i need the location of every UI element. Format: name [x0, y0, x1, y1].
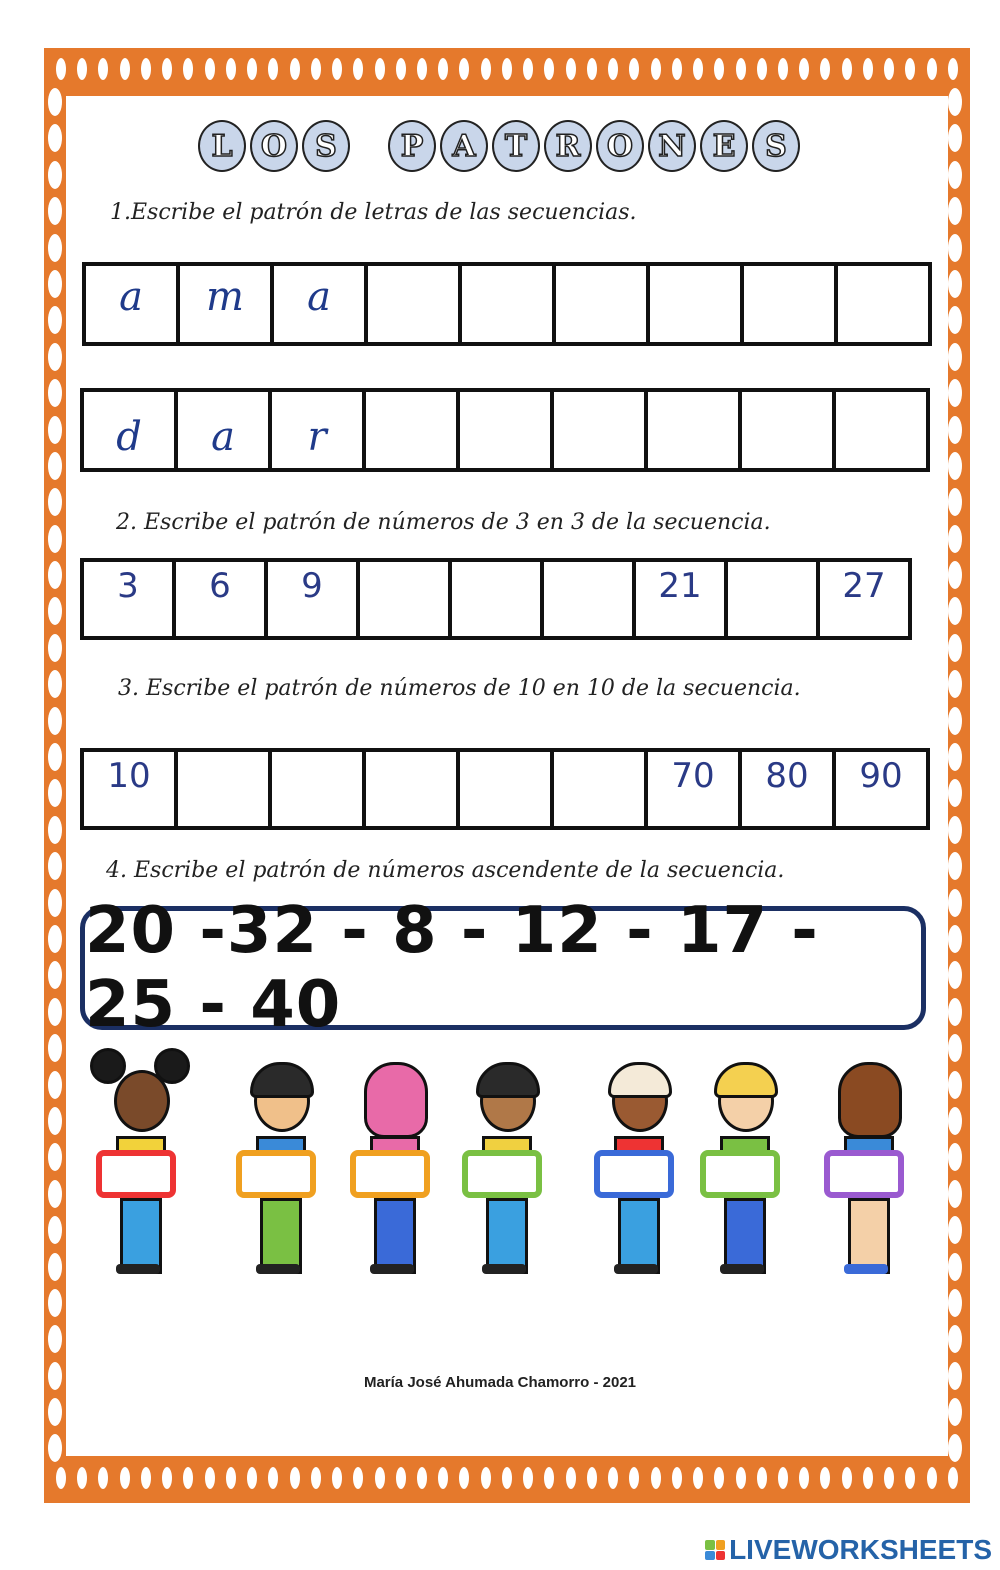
answer-box[interactable]: 21	[632, 558, 728, 640]
answer-box[interactable]	[268, 748, 366, 830]
instruction-1: 1.Escribe el patrón de letras de las secuencias.	[110, 200, 637, 225]
frame-dot	[948, 161, 962, 189]
frame-dot	[226, 1467, 236, 1489]
title-letter: S	[302, 120, 350, 172]
frame-dot	[48, 1253, 62, 1281]
title-letter: T	[492, 120, 540, 172]
answer-box[interactable]: r	[268, 388, 366, 472]
answer-box[interactable]	[458, 262, 556, 346]
frame-dot	[948, 1434, 962, 1462]
frame-dot	[77, 58, 87, 80]
frame-dot	[799, 58, 809, 80]
frame-dot	[438, 1467, 448, 1489]
frame-dot	[948, 743, 962, 771]
frame-dot	[927, 1467, 937, 1489]
frame-dot	[905, 58, 915, 80]
title-letter: O	[596, 120, 644, 172]
frame-dot	[48, 416, 62, 444]
answer-box[interactable]	[834, 262, 932, 346]
frame-dot	[948, 452, 962, 480]
title-letter: O	[250, 120, 298, 172]
frame-dot	[948, 488, 962, 516]
frame-dot	[948, 58, 958, 80]
answer-box[interactable]	[364, 262, 462, 346]
frame-dot	[502, 58, 512, 80]
answer-box[interactable]: 27	[816, 558, 912, 640]
children-illustration	[86, 1050, 926, 1290]
frame-dot	[948, 1216, 962, 1244]
frame-dot	[587, 58, 597, 80]
frame-dot	[332, 1467, 342, 1489]
frame-dot	[629, 58, 639, 80]
frame-dot	[396, 58, 406, 80]
frame-dot	[48, 998, 62, 1026]
frame-dot	[48, 1325, 62, 1353]
frame-dot	[672, 58, 682, 80]
frame-dot	[863, 1467, 873, 1489]
frame-dot	[205, 1467, 215, 1489]
frame-dot	[544, 1467, 554, 1489]
frame-dot	[290, 1467, 300, 1489]
answer-box[interactable]	[356, 558, 452, 640]
frame-dot	[98, 58, 108, 80]
frame-dot	[48, 306, 62, 334]
frame-dot	[714, 58, 724, 80]
frame-dot	[948, 1180, 962, 1208]
frame-dot	[247, 58, 257, 80]
answer-box[interactable]	[832, 388, 930, 472]
frame-dot	[757, 58, 767, 80]
answer-box[interactable]: 6	[172, 558, 268, 640]
frame-dot	[48, 343, 62, 371]
frame-dot	[183, 58, 193, 80]
frame-dot	[948, 779, 962, 807]
frame-dot	[48, 452, 62, 480]
frame-dot	[48, 597, 62, 625]
answer-box[interactable]: a	[82, 262, 180, 346]
child-figure	[696, 1050, 786, 1280]
frame-dot	[714, 1467, 724, 1489]
frame-dot	[48, 852, 62, 880]
frame-dot	[778, 1467, 788, 1489]
answer-box[interactable]	[448, 558, 544, 640]
frame-dot	[736, 58, 746, 80]
frame-dot	[820, 1467, 830, 1489]
child-figure	[458, 1050, 548, 1280]
frame-dot	[948, 561, 962, 589]
frame-dot	[608, 1467, 618, 1489]
answer-box[interactable]: 9	[264, 558, 360, 640]
answer-box[interactable]	[646, 262, 744, 346]
frame-dot	[98, 1467, 108, 1489]
frame-dot	[48, 634, 62, 662]
frame-dot	[56, 1467, 66, 1489]
frame-dot	[948, 416, 962, 444]
sequence-box[interactable]	[80, 894, 926, 1042]
frame-dot	[417, 1467, 427, 1489]
frame-dot	[481, 1467, 491, 1489]
answer-box[interactable]	[550, 388, 648, 472]
child-figure	[346, 1050, 436, 1280]
frame-dot	[48, 670, 62, 698]
frame-dot	[948, 306, 962, 334]
frame-dot	[48, 1143, 62, 1171]
frame-dot	[375, 58, 385, 80]
frame-dot	[417, 58, 427, 80]
frame-dot	[311, 1467, 321, 1489]
frame-dot	[481, 58, 491, 80]
frame-dot	[120, 1467, 130, 1489]
frame-dot	[353, 58, 363, 80]
frame-dot	[693, 1467, 703, 1489]
frame-dot	[948, 998, 962, 1026]
frame-dot	[162, 58, 172, 80]
frame-dot	[948, 379, 962, 407]
frame-dot	[651, 1467, 661, 1489]
frame-dot	[948, 1143, 962, 1171]
answer-box[interactable]	[174, 748, 272, 830]
frame-dot	[48, 816, 62, 844]
frame-dot	[48, 925, 62, 953]
frame-dot	[948, 670, 962, 698]
frame-dot	[948, 634, 962, 662]
frame-dot	[523, 58, 533, 80]
frame-dot	[48, 707, 62, 735]
frame-dot	[48, 124, 62, 152]
frame-dot	[48, 561, 62, 589]
frame-dot	[566, 1467, 576, 1489]
frame-dot	[884, 58, 894, 80]
frame-dot	[48, 1071, 62, 1099]
frame-dot	[948, 889, 962, 917]
frame-dot	[948, 270, 962, 298]
frame-dot	[842, 1467, 852, 1489]
frame-dot	[48, 234, 62, 262]
instruction-4: 4. Escribe el patrón de números ascendente de la secuencia.	[106, 858, 785, 883]
frame-dot	[948, 197, 962, 225]
title-letter: E	[700, 120, 748, 172]
frame-dot	[48, 1107, 62, 1135]
frame-dot	[757, 1467, 767, 1489]
frame-dot	[459, 1467, 469, 1489]
frame-dot	[120, 58, 130, 80]
frame-dot	[56, 58, 66, 80]
brand-name: LIVEWORKSHEETS	[729, 1534, 992, 1565]
frame-dot	[948, 1398, 962, 1426]
frame-dot	[820, 58, 830, 80]
frame-dot	[566, 58, 576, 80]
letter-row-2	[80, 388, 926, 472]
threes-row	[80, 558, 908, 640]
author-credit: María José Ahumada Chamorro - 2021	[363, 1374, 637, 1391]
frame-dot	[268, 1467, 278, 1489]
frame-dot	[332, 58, 342, 80]
frame-dot	[48, 1180, 62, 1208]
frame-dot	[141, 58, 151, 80]
frame-dot	[48, 379, 62, 407]
frame-dot	[48, 961, 62, 989]
frame-dot	[948, 88, 962, 116]
title-letter: P	[388, 120, 436, 172]
frame-dot	[48, 1398, 62, 1426]
frame-dot	[948, 525, 962, 553]
frame-dot	[290, 58, 300, 80]
frame-dot	[948, 816, 962, 844]
frame-dot	[736, 1467, 746, 1489]
frame-dot	[141, 1467, 151, 1489]
frame-dot	[672, 1467, 682, 1489]
child-figure	[820, 1050, 910, 1280]
frame-dot	[905, 1467, 915, 1489]
frame-dot	[375, 1467, 385, 1489]
frame-dot	[311, 58, 321, 80]
frame-dot	[948, 597, 962, 625]
frame-dot	[162, 1467, 172, 1489]
answer-box[interactable]	[644, 388, 742, 472]
child-figure	[590, 1050, 680, 1280]
frame-dot	[948, 961, 962, 989]
answer-box[interactable]	[724, 558, 820, 640]
answer-box[interactable]: 10	[80, 748, 178, 830]
title-letter: L	[198, 120, 246, 172]
frame-dot	[48, 1034, 62, 1062]
frame-dot	[48, 743, 62, 771]
frame-dot	[948, 1253, 962, 1281]
answer-box[interactable]	[456, 388, 554, 472]
frame-dot	[48, 488, 62, 516]
frame-dot	[48, 779, 62, 807]
frame-dot	[438, 58, 448, 80]
frame-dot	[629, 1467, 639, 1489]
answer-box[interactable]	[552, 262, 650, 346]
frame-dot	[353, 1467, 363, 1489]
answer-box[interactable]: d	[80, 388, 178, 472]
frame-dot	[48, 88, 62, 116]
frame-dot	[884, 1467, 894, 1489]
frame-dot	[48, 197, 62, 225]
frame-dot	[544, 58, 554, 80]
frame-dot	[502, 1467, 512, 1489]
frame-dot	[77, 1467, 87, 1489]
frame-dot	[948, 1289, 962, 1317]
title-letter: A	[440, 120, 488, 172]
answer-box[interactable]: a	[270, 262, 368, 346]
frame-dot	[48, 525, 62, 553]
frame-dot	[396, 1467, 406, 1489]
frame-dot	[48, 889, 62, 917]
answer-box[interactable]	[456, 748, 554, 830]
title-letter: R	[544, 120, 592, 172]
frame-dot	[948, 1071, 962, 1099]
frame-dot	[948, 234, 962, 262]
frame-dot	[268, 58, 278, 80]
title-letter: S	[752, 120, 800, 172]
answer-box[interactable]: 70	[644, 748, 742, 830]
answer-box[interactable]: 80	[738, 748, 836, 830]
frame-dot	[948, 1325, 962, 1353]
frame-dot	[48, 1289, 62, 1317]
sequence-text: 20 -32 - 8 - 12 - 17 - 25 - 40	[85, 894, 819, 1042]
answer-box[interactable]	[740, 262, 838, 346]
frame-dot	[608, 58, 618, 80]
frame-dot	[948, 707, 962, 735]
frame-dot	[651, 58, 661, 80]
frame-dot	[205, 58, 215, 80]
frame-dot	[927, 58, 937, 80]
answer-box[interactable]: m	[176, 262, 274, 346]
frame-dot	[948, 1107, 962, 1135]
child-figure	[92, 1050, 182, 1280]
frame-dot	[799, 1467, 809, 1489]
answer-box[interactable]	[550, 748, 648, 830]
answer-box[interactable]	[362, 748, 460, 830]
frame-dot	[948, 343, 962, 371]
answer-box[interactable]	[540, 558, 636, 640]
frame-dot	[48, 1216, 62, 1244]
frame-dot	[48, 270, 62, 298]
child-figure	[232, 1050, 322, 1280]
tens-row	[80, 748, 926, 830]
frame-dot	[48, 161, 62, 189]
frame-dot	[948, 852, 962, 880]
answer-box[interactable]: 90	[832, 748, 930, 830]
title-letter: N	[648, 120, 696, 172]
answer-box[interactable]	[362, 388, 460, 472]
answer-box[interactable]: a	[174, 388, 272, 472]
frame-dot	[247, 1467, 257, 1489]
frame-dot	[48, 1434, 62, 1462]
frame-dot	[459, 58, 469, 80]
frame-dot	[863, 58, 873, 80]
frame-dot	[948, 124, 962, 152]
liveworksheets-logo[interactable]	[705, 1534, 992, 1566]
letter-row-1	[82, 262, 928, 346]
page-title	[198, 120, 818, 180]
instruction-3: 3. Escribe el patrón de números de 10 en 10 de la secuencia.	[118, 676, 801, 701]
brand-icon	[705, 1540, 725, 1560]
frame-dot	[778, 58, 788, 80]
answer-box[interactable]: 3	[80, 558, 176, 640]
frame-dot	[693, 58, 703, 80]
frame-dot	[948, 1467, 958, 1489]
instruction-2: 2. Escribe el patrón de números de 3 en 3 de la secuencia.	[116, 510, 771, 535]
answer-box[interactable]	[738, 388, 836, 472]
frame-dot	[948, 925, 962, 953]
frame-dot	[587, 1467, 597, 1489]
frame-dot	[523, 1467, 533, 1489]
frame-dot	[842, 58, 852, 80]
frame-dot	[183, 1467, 193, 1489]
frame-dot	[226, 58, 236, 80]
frame-dot	[948, 1034, 962, 1062]
